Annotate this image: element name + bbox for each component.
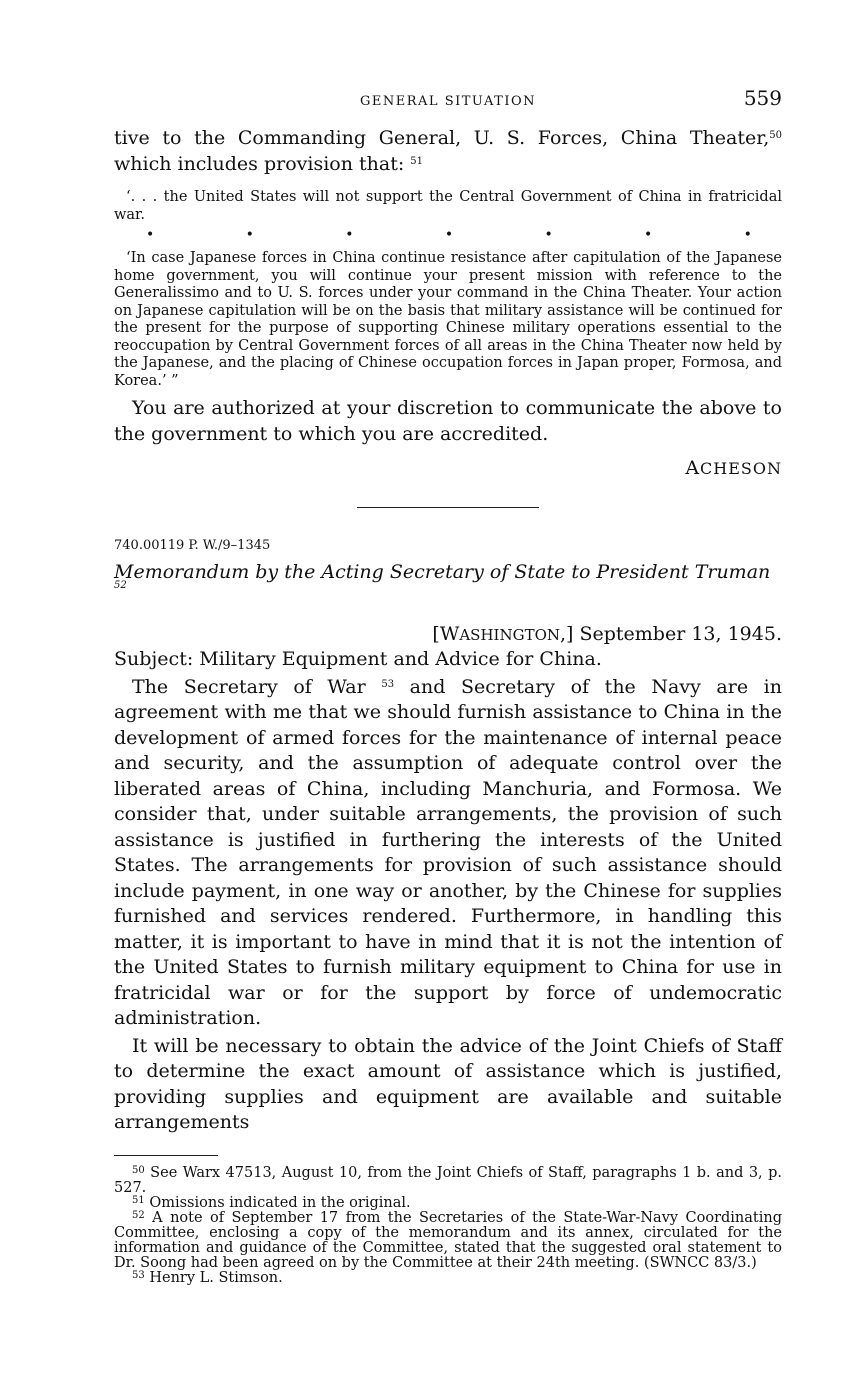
signature-initial: A	[685, 457, 701, 479]
footnote-text: A note of September 17 from the Secretaries of the State-War-Navy Coordinating Committee, enclosing a copy of the memorandum and its annex, circulated for the information and guidance of the Committee, stated that the suggested oral statement to Dr. Soong had been agreed on by the Committee at their 24th meeting. (SWNCC 83/3.)	[114, 1209, 782, 1271]
omission-dots	[114, 226, 782, 244]
quote-paragraph-2: ‘In case Japanese forces in China continue resistance after capitulation of the Japanese home government, you will continue your present mission with reference to the Generalissimo and to U. S. forces under your command in the China Theater. Your action on Japanese capitulation will be on the basis that military assistance will be continued for the present for the purpose of supporting Chinese military operations essential to the reoccupation by Central Government forces of all areas in the China Theater now held by the Japanese, and the placing of Chinese occupation forces in Japan proper, Formosa, and Korea.’ ”	[114, 250, 782, 389]
intro-paragraph	[114, 126, 782, 177]
footnotes	[114, 1166, 782, 1286]
memo-paragraph-2: It will be necessary to obtain the advice of the Joint Chiefs of Staff to determine the exact amount of assistance which is justified, providing supplies and equipment are available and suitable arrangements	[114, 1034, 782, 1133]
footnote-number: 52	[132, 1209, 145, 1221]
dateline-date: ,] September 13, 1945.	[560, 623, 782, 645]
intro-text-a: tive to the Commanding General, U. S. Forces, China Theater,	[114, 127, 770, 149]
dateline-bracket: [	[432, 623, 440, 645]
running-head: GENERAL SITUATION	[360, 94, 536, 109]
authorization-paragraph: You are authorized at your discretion to communicate the above to the government to which you are accredited.	[114, 397, 782, 445]
footnote-text: Omissions indicated in the original.	[144, 1194, 411, 1211]
page-number: 559	[743, 86, 782, 110]
omission-dot: •	[146, 227, 155, 243]
footnote-number: 53	[132, 1269, 145, 1281]
footnote-number: 51	[132, 1194, 145, 1206]
omission-dot: •	[544, 227, 553, 243]
document-page	[114, 86, 782, 1286]
dateline-place-rest: ASHINGTON	[459, 626, 560, 644]
quote-paragraph-1: ‘. . . the United States will not support the Central Government of China in fratricidal war.	[114, 189, 782, 223]
memo-paragraph-1-a: The Secretary of War	[132, 675, 366, 698]
footnote-number: 50	[132, 1164, 145, 1176]
quoted-instructions	[114, 189, 782, 390]
footnote-ref-52: 52	[114, 580, 127, 591]
footnote-ref-53: 53	[381, 678, 395, 690]
document-title-text: Memorandum by the Acting Secretary of State to President Truman	[114, 561, 771, 583]
omission-dot: •	[345, 227, 354, 243]
memo-paragraph-1-b: and Secretary of the Navy are in agreement with me that we should furnish assistance to China in the development of armed forces for the maintenance of internal peace and security, and the assumption of adequate control over the liberated areas of China, including Manchuria, and Formosa. We consider that, under suitable arrangements, the provision of such assistance is justified in furthering the interests of the United States. The arrangements for provision of such assistance should include payment, in one way or another, by the Chinese for supplies furnished and services rendered. Furthermore, in handling this matter, it is important to have in mind that it is not the intention of the United States to furnish military equipment to China for use in fratricidal war or for the support by force of undemocratic administration.	[114, 675, 782, 1029]
memo-paragraph-1	[114, 675, 782, 1032]
footnote-50	[114, 1166, 782, 1196]
footnote-ref-51: 51	[410, 155, 424, 167]
footnote-divider	[114, 1155, 218, 1156]
section-divider	[357, 507, 539, 508]
dateline	[114, 623, 782, 645]
file-number: 740.00119 P. W./9–1345	[114, 538, 271, 553]
intro-text-b: which includes provision that:	[114, 152, 405, 175]
dateline-place-initial: W	[439, 623, 460, 645]
omission-dot: •	[743, 227, 752, 243]
omission-dot: •	[245, 227, 254, 243]
page-header	[114, 86, 782, 116]
footnote-text: Henry L. Stimson.	[144, 1269, 283, 1286]
omission-dot: •	[444, 227, 454, 243]
signature-rest: CHESON	[700, 459, 782, 478]
signature	[114, 457, 782, 479]
footnote-text: See Warx 47513, August 10, from the Joint Chiefs of Staff, paragraphs 1 b. and 3, p. 527.	[114, 1164, 782, 1196]
footnote-ref-50: 50	[769, 130, 782, 141]
footnote-51	[114, 1196, 782, 1211]
subject-line: Subject: Military Equipment and Advice for China.	[114, 648, 602, 670]
footnote-52	[114, 1211, 782, 1271]
omission-dot: •	[644, 227, 653, 243]
document-title	[114, 561, 782, 605]
footnote-53	[114, 1271, 782, 1286]
